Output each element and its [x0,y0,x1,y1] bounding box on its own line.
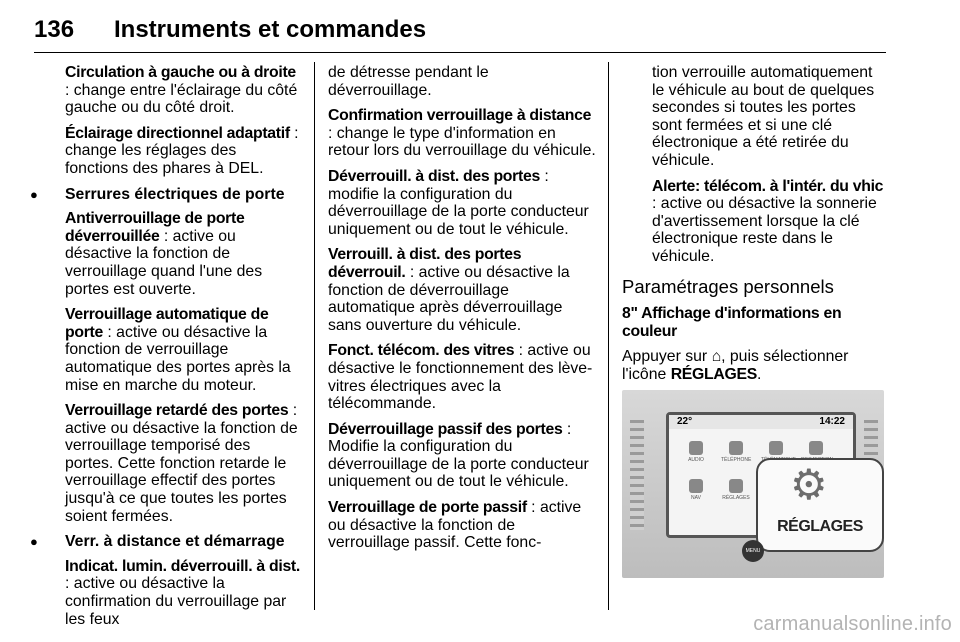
status-bar [669,415,853,429]
column-2 [328,64,596,560]
entry-verrouillage-retarde: Verrouillage retardé des portes : active ou désactive la fonction de verrouillage temporisé des portes. Cette fonction retarde le verrouillage effectif des portes jusqu'à ce que toutes les portes soient fermées. [65,402,298,525]
entry-indicat-lumin: Indicat. lumin. déverrouill. à dist. : active ou désactive la confirmation du verrouillage par les feux [65,557,300,628]
section-title: Paramétrages personnels [622,275,834,297]
app-reglages: RÉGLAGES [721,479,751,501]
navigation-icon [689,479,703,493]
app-nav: NAV [681,479,711,501]
entry-eclairage: Éclairage directionnel adaptatif : change les réglages des fonctions des phares à DEL. [65,124,299,177]
column-divider [608,62,609,610]
instruction-paragraph: Appuyer sur ⌂, puis sélectionner l'icône RÉGLAGES. [622,348,849,383]
music-icon [689,441,703,455]
bullet-serrures: ● Serrures électriques de porte [30,186,302,204]
watermark: carmanualsonline.info [753,613,952,635]
settings-icon [729,479,743,493]
entry-vitres: Fonct. télécom. des vitres : active ou désactive le fonctionnement des lève-vitres électriques avec la télécommande. [328,342,593,413]
column-3 [622,64,888,384]
column-divider [314,62,315,610]
subsection-title: 8" Affichage d'informations en couleur [622,305,842,340]
app-audio: AUDIO [681,441,711,463]
page-number: 136 [34,16,75,43]
entry-confirmation: Confirmation verrouillage à distance : change le type d'information en retour lors du verrouillage du véhicule. [328,107,596,160]
temperature-readout: 22° [677,416,693,427]
continuation-text: de détresse pendant le déverrouillage. [328,64,489,99]
infotainment-photo [622,390,884,578]
running-title: Instruments et commandes [114,16,427,43]
menu-button: MENU [742,540,764,562]
clock-readout: 14:22 [819,416,845,427]
column-1 [30,64,302,636]
entry-verrouillage-passif: Verrouillage de porte passif : active ou désactive la fonction de verrouillage passif. Cette fonc- [328,499,582,552]
projection-icon [809,441,823,455]
entry-alerte: Alerte: télécom. à l'intér. du vhic : active ou désactive la sonnerie d'avertissement lorsque la clé électronique reste dans le véhicule. [652,177,884,265]
reglages-label: RÉGLAGES [777,518,863,535]
gear-icon: ⚙ [790,461,828,508]
continuation-text: tion verrouille automatiquement le véhicule au bout de quelques secondes si toutes les portes sont fermées et si une clé électronique a été retirée du véhicule. [652,64,875,169]
entry-verrouill-dist: Verrouill. à dist. des portes déverrouil. : active ou désactive la fonction de déverrouillage automatique après déverrouillage sans ouverture du véhicule. [328,246,570,334]
home-icon: ⌂ [711,348,722,366]
telematics-icon [769,441,783,455]
app-telephone: TÉLÉPHONE [721,441,751,463]
entry-deverrouill-dist: Déverrouill. à dist. des portes : modifie la configuration du déverrouillage de la porte conducteur uniquement ou de tout le véhicule. [328,167,589,238]
entry-antiverrouillage: Antiverrouillage de porte déverrouillée : active ou désactive la fonction de verrouillage quand l'une des portes est ouverte. [65,210,263,298]
bullet-verr-distance: ● Verr. à distance et démarrage [30,533,302,551]
settings-zoom-callout [756,458,884,552]
entry-deverrouillage-passif: Déverrouillage passif des portes : Modifie la configuration du déverrouillage de la porte conducteur uniquement ou de tout le véhicule. [328,420,589,491]
page-header [34,8,886,53]
entry-verrouillage-auto: Verrouillage automatique de porte : active ou désactive la fonction de verrouillage automatique des portes après la mise en marche du moteur. [65,306,291,394]
vent-strip [630,420,644,530]
phone-icon [729,441,743,455]
entry-circulation: Circulation à gauche ou à droite : change entre l'éclairage du côté gauche ou du côté droit. [65,64,298,117]
